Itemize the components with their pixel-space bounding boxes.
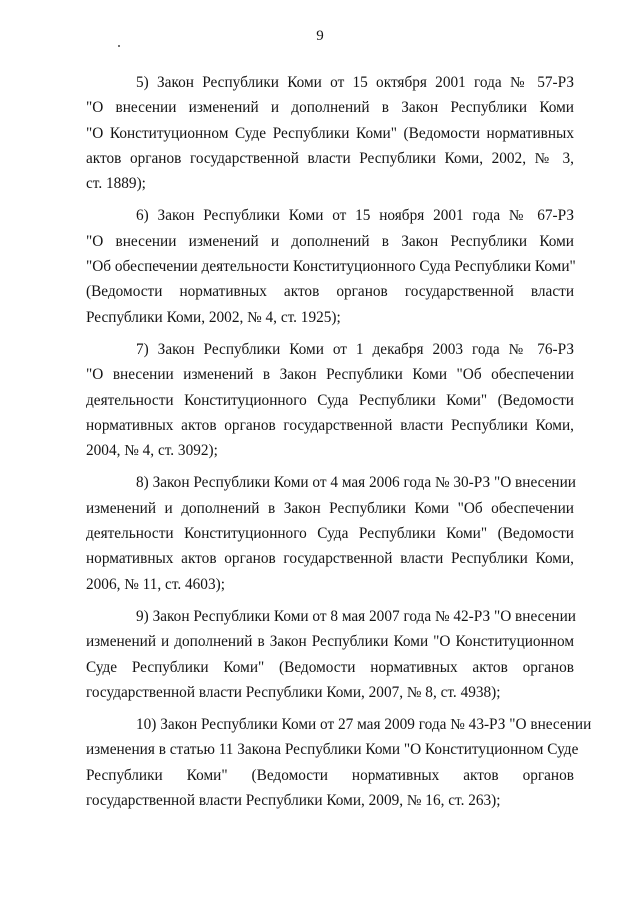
text-line: "Об обеспечении деятельности Конституционного Суда Республики Коми" (86, 258, 576, 276)
text-line: нормативных актов органов государственной власти Республики Коми, (86, 550, 574, 568)
paragraph-item-6 (86, 203, 574, 329)
text-line: Республики Коми, 2002, № 4, ст. 1925); (86, 308, 341, 326)
text-line: государственной власти Республики Коми, 2007, № 8, ст. 4938); (86, 683, 501, 701)
text-line: "О внесении изменений и дополнений в Закон Республики Коми (86, 232, 574, 250)
text-line: деятельности Конституционного Суда Республики Коми" (Ведомости (86, 525, 574, 543)
text-line: 10) Закон Республики Коми от 27 мая 2009 года № 43-РЗ "О внесении (136, 716, 592, 734)
text-line: изменений и дополнений в Закон Республики Коми "Об обеспечении (86, 499, 574, 517)
text-line: 8) Закон Республики Коми от 4 мая 2006 года № 30-РЗ "О внесении (136, 474, 576, 492)
paragraph-item-5 (86, 70, 574, 196)
text-line: деятельности Конституционного Суда Республики Коми" (Ведомости (86, 391, 574, 409)
text-line: 6) Закон Республики Коми от 15 ноября 2001 года № 67-РЗ (136, 207, 574, 225)
paragraph-item-10 (86, 712, 592, 813)
document-body (86, 70, 592, 820)
text-line: 2006, № 11, ст. 4603); (86, 575, 225, 593)
text-line: 7) Закон Республики Коми от 1 декабря 2003 года № 76-РЗ (136, 340, 574, 358)
text-line: Суде Республики Коми" (Ведомости нормативных актов органов (86, 658, 574, 676)
text-line: (Ведомости нормативных актов органов государственной власти (86, 283, 574, 301)
scan-speck (118, 45, 120, 47)
paragraph-item-7 (86, 337, 574, 463)
text-line: 5) Закон Республики Коми от 15 октября 2001 года № 57-РЗ (136, 74, 574, 91)
text-line: актов органов государственной власти Республики Коми, 2002, № 3, (86, 149, 574, 167)
text-line: "О Конституционном Суде Республики Коми" (Ведомости нормативных (86, 124, 574, 142)
text-line: ст. 1889); (86, 175, 146, 193)
text-line: изменений и дополнений в Закон Республики Коми "О Конституционном (86, 633, 574, 651)
paragraph-item-8 (86, 470, 574, 596)
text-line: "О внесении изменений в Закон Республики Коми "Об обеспечении (86, 366, 574, 384)
text-line: изменения в статью 11 Закона Республики Коми "О Конституционном Суде (86, 741, 579, 759)
text-line: Республики Коми" (Ведомости нормативных актов органов (86, 766, 574, 784)
paragraph-item-9 (86, 604, 574, 705)
text-line: 2004, № 4, ст. 3092); (86, 442, 218, 460)
page-number: 9 (316, 28, 324, 44)
text-line: нормативных актов органов государственной власти Республики Коми, (86, 416, 574, 434)
text-line: 9) Закон Республики Коми от 8 мая 2007 года № 42-РЗ "О внесении (136, 607, 576, 625)
text-line: "О внесении изменений и дополнений в Закон Республики Коми (86, 99, 574, 117)
text-line: государственной власти Республики Коми, 2009, № 16, ст. 263); (86, 792, 501, 810)
